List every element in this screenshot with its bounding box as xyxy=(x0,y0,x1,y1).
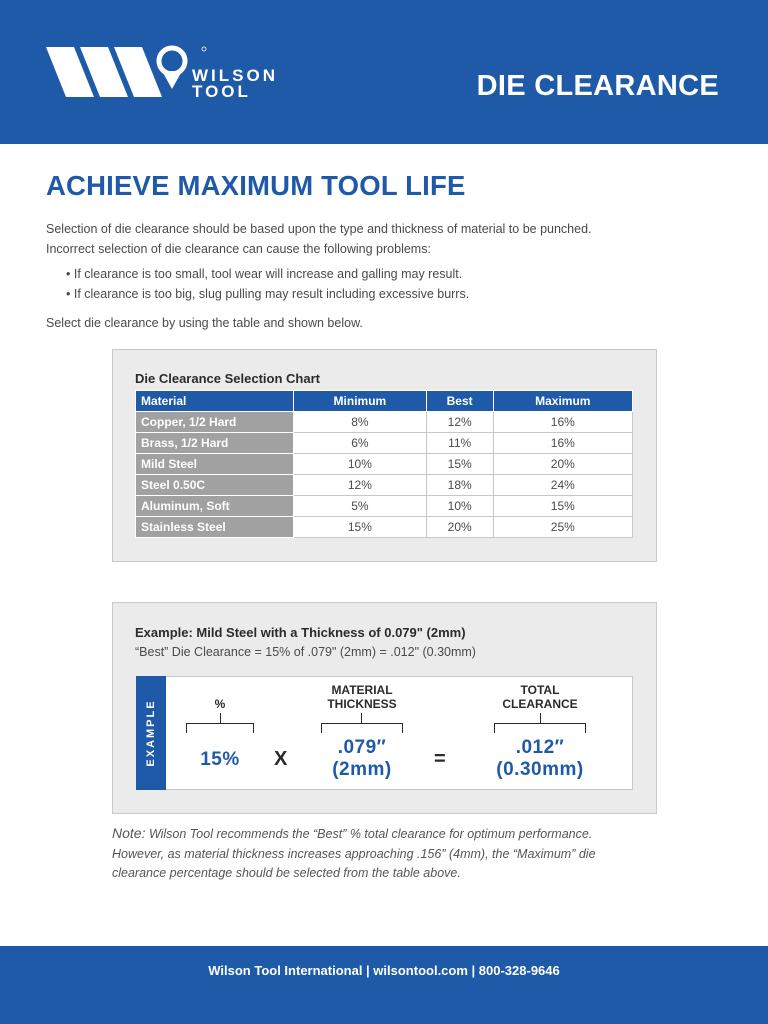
maximum-cell: 20% xyxy=(493,454,632,475)
thickness-bracket xyxy=(321,723,403,733)
note-line-1 xyxy=(112,824,672,845)
note-line-2: However, as material thickness increases approaching .156” (4mm), the “Maximum” die xyxy=(112,846,596,861)
page-title: ACHIEVE MAXIMUM TOOL LIFE xyxy=(46,170,466,201)
material-thickness-label-line-1: MATERIAL xyxy=(331,683,393,697)
equals-sign: = xyxy=(434,748,446,770)
maximum-cell: 16% xyxy=(493,412,632,433)
note-line-3: clearance percentage should be selected from the table above. xyxy=(112,866,461,880)
material-cell: Copper, 1/2 Hard xyxy=(136,412,294,433)
header-minimum: Minimum xyxy=(294,391,427,412)
clearance-value xyxy=(470,737,610,781)
chart-title: Die Clearance Selection Chart xyxy=(135,371,320,386)
example-formula: “Best” Die Clearance = 15% of .079" (2mm) = .012" (0.30mm) xyxy=(135,645,476,659)
material-cell: Mild Steel xyxy=(136,454,294,475)
list-item: • If clearance is too big, slug pulling may result including excessive burrs. xyxy=(66,284,469,304)
maximum-cell: 24% xyxy=(493,475,632,496)
problem-list xyxy=(66,264,469,304)
best-cell: 12% xyxy=(426,412,493,433)
note-label: Note: xyxy=(112,825,146,841)
table-row xyxy=(136,433,633,454)
footer-contact: Wilson Tool International | wilsontool.com | 800-328-9646 xyxy=(208,963,560,978)
wilson-tool-logo xyxy=(46,45,336,105)
percent-label: % xyxy=(214,697,226,711)
intro-paragraph xyxy=(46,220,726,259)
note-line-1-text: Wilson Tool recommends the “Best” % total clearance for optimum performance. xyxy=(145,827,593,841)
total-clearance-label-line-1: TOTAL xyxy=(520,683,560,697)
table-row xyxy=(136,454,633,475)
table-row xyxy=(136,475,633,496)
best-cell: 20% xyxy=(426,517,493,538)
clearance-table xyxy=(135,390,633,538)
example-side-label: EXAMPLE xyxy=(145,699,157,767)
percent-bracket-stem xyxy=(220,713,221,723)
best-cell: 11% xyxy=(426,433,493,454)
thickness-value-line-2: (2mm) xyxy=(332,759,392,780)
percent-bracket xyxy=(186,723,254,733)
table-row xyxy=(136,496,633,517)
material-cell: Steel 0.50C xyxy=(136,475,294,496)
table-row xyxy=(136,517,633,538)
example-title: Example: Mild Steel with a Thickness of 0.079" (2mm) xyxy=(135,625,466,640)
header-best: Best xyxy=(426,391,493,412)
intro-line-1: Selection of die clearance should be based upon the type and thickness of material to be punched. xyxy=(46,222,592,236)
note-paragraph xyxy=(112,824,672,884)
percent-value: 15% xyxy=(200,749,240,770)
header-maximum: Maximum xyxy=(493,391,632,412)
best-cell: 18% xyxy=(426,475,493,496)
material-thickness-label xyxy=(302,683,422,711)
minimum-cell: 5% xyxy=(294,496,427,517)
maximum-cell: 15% xyxy=(493,496,632,517)
list-item: • If clearance is too small, tool wear will increase and galling may result. xyxy=(66,264,469,284)
material-cell: Stainless Steel xyxy=(136,517,294,538)
thickness-bracket-stem xyxy=(361,713,362,723)
best-cell: 15% xyxy=(426,454,493,475)
maximum-cell: 25% xyxy=(493,517,632,538)
total-clearance-label-line-2: CLEARANCE xyxy=(502,697,578,711)
header-material: Material xyxy=(136,391,294,412)
thickness-value xyxy=(292,737,432,781)
intro-line-2: Incorrect selection of die clearance can cause the following problems: xyxy=(46,241,431,256)
page-footer xyxy=(0,946,768,1024)
clearance-bracket xyxy=(494,723,586,733)
material-cell: Aluminum, Soft xyxy=(136,496,294,517)
table-header-row xyxy=(136,391,633,412)
clearance-bracket-stem xyxy=(540,713,541,723)
minimum-cell: 15% xyxy=(294,517,427,538)
brand-line-1: WILSON xyxy=(192,66,278,85)
header-title: DIE CLEARANCE xyxy=(476,70,719,102)
total-clearance-label xyxy=(480,683,600,711)
minimum-cell: 12% xyxy=(294,475,427,496)
table-row xyxy=(136,412,633,433)
material-cell: Brass, 1/2 Hard xyxy=(136,433,294,454)
brand-name xyxy=(192,68,278,100)
material-thickness-label-line-2: THICKNESS xyxy=(327,697,397,711)
select-instruction: Select die clearance by using the table and shown below. xyxy=(46,316,363,330)
best-cell: 10% xyxy=(426,496,493,517)
minimum-cell: 8% xyxy=(294,412,427,433)
maximum-cell: 16% xyxy=(493,433,632,454)
multiply-sign: X xyxy=(274,748,288,770)
brand-line-2: TOOL xyxy=(192,82,251,101)
minimum-cell: 10% xyxy=(294,454,427,475)
clearance-value-line-2: (0.30mm) xyxy=(496,759,584,780)
minimum-cell: 6% xyxy=(294,433,427,454)
thickness-value-line-1: .079″ xyxy=(337,737,387,758)
clearance-value-line-1: .012″ xyxy=(515,737,565,758)
